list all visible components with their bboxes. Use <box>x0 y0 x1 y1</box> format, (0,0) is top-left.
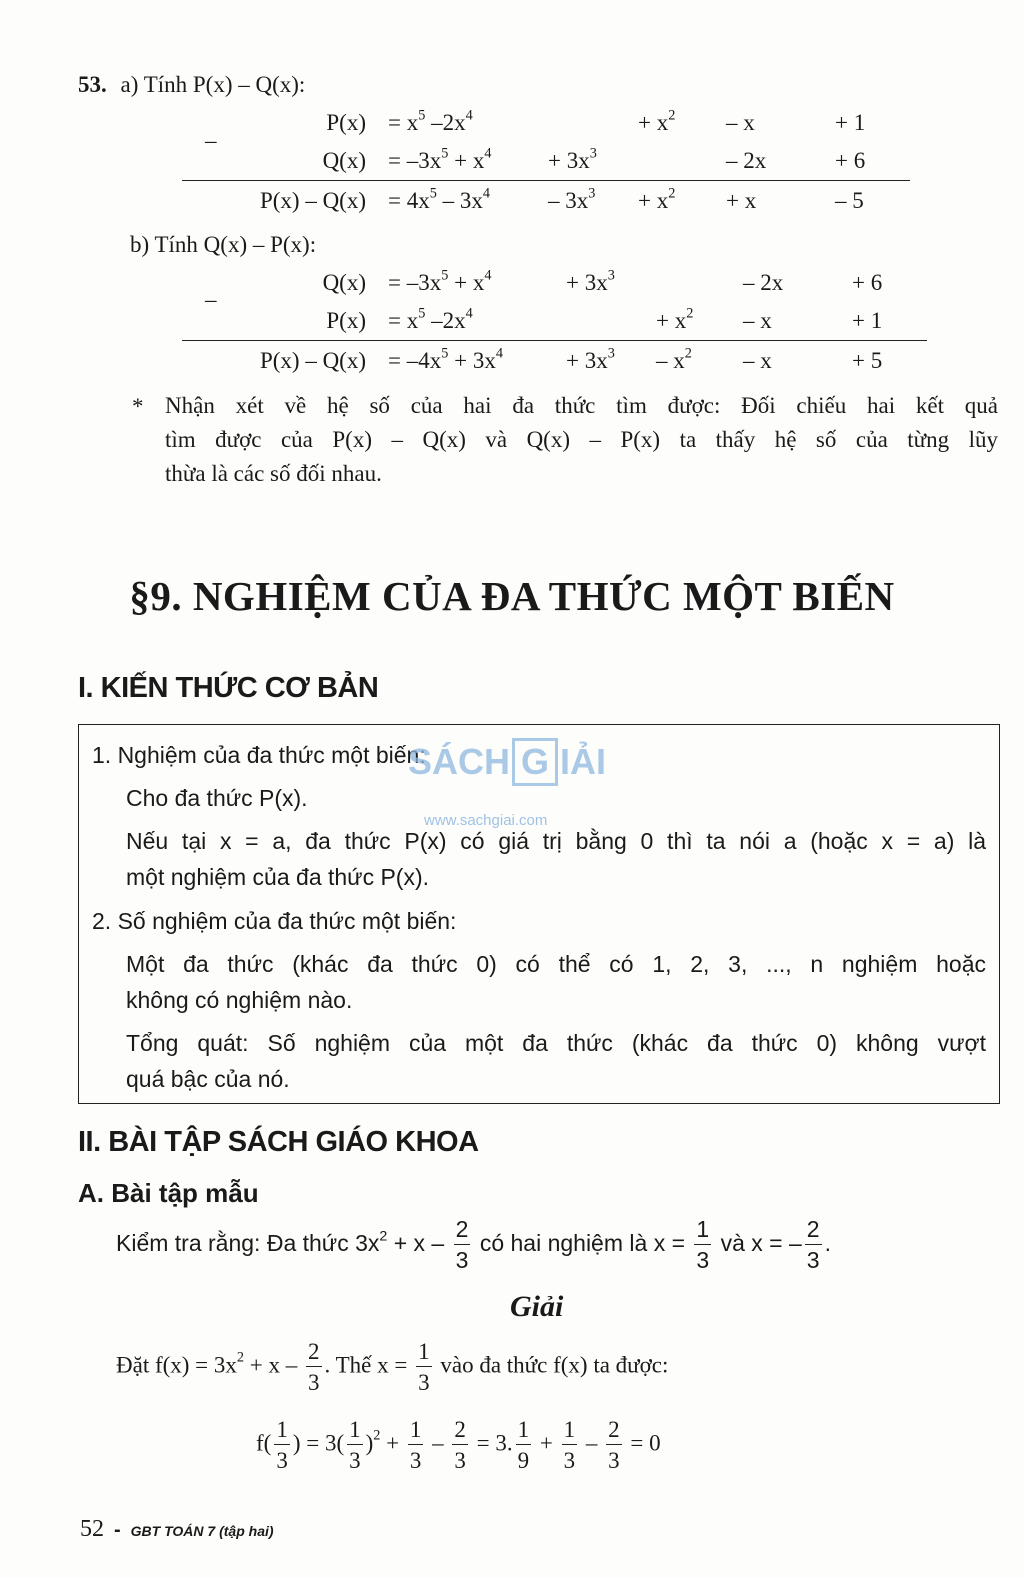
item-2-line-3: Tổng quát: Số nghiệm của một đa thức (khác đa thức 0) không vượt <box>126 1030 986 1056</box>
row-label: P(x) – Q(x) <box>259 348 366 373</box>
term-x5-x4: = $-4x^5 + 3x^4$ <box>388 345 503 373</box>
page-number: 52 <box>80 1516 104 1542</box>
term-x2: + $x^2$ <box>638 107 676 135</box>
section-title: §9. NGHIỆM CỦA ĐA THỨC MỘT BIẾN <box>129 573 895 619</box>
term-x1: – x <box>743 308 772 333</box>
term-x1: – 2x <box>726 148 767 173</box>
minus-sign-b: – <box>205 287 217 312</box>
term-x3: – $3x^3$ <box>548 185 596 213</box>
item-2-line-2: không có nghiệm nào. <box>126 987 353 1013</box>
divider-a <box>182 180 910 181</box>
note-star: * <box>132 394 144 419</box>
footer-dash: - <box>114 1519 121 1541</box>
part-b-label: b) Tính Q(x) – P(x): <box>130 232 317 257</box>
part-2-heading: II. BÀI TẬP SÁCH GIÁO KHOA <box>78 1126 479 1158</box>
fraction: $\frac{1}{3}$ <box>563 1417 576 1473</box>
item-1-title: 1. Nghiệm của đa thức một biến: <box>92 742 426 768</box>
fraction: $\frac{2}{3}$ <box>454 1417 466 1473</box>
term-x1: – x <box>726 110 755 135</box>
fraction: $\frac{1}{3}$ <box>409 1417 422 1473</box>
item-1-line-2: Nếu tại x = a, đa thức P(x) có giá trị bằng 0 thì ta nói a (hoặc x = a) là <box>126 828 986 854</box>
term-x2: + $x^2$ <box>656 305 694 333</box>
term-x5-x4: = $x^5$ $-2x^4$ <box>388 305 473 333</box>
note-line-1: Nhận xét về hệ số của hai đa thức tìm được: Đối chiếu hai kết quả <box>165 393 998 418</box>
divider-b <box>182 340 927 341</box>
fraction: $\frac{1}{9}$ <box>517 1417 530 1473</box>
watermark-logo: SÁCH G IẢI <box>408 738 606 786</box>
term-x2: – $x^2$ <box>656 345 692 373</box>
watermark-url: www.sachgiai.com <box>424 812 548 829</box>
term-x0: + 5 <box>852 348 883 373</box>
solution-text: Đặt $f(x) = 3x^2 + x$ – $\frac{2}{3}$ . Thế x = $\frac{1}{3}$ vào đa thức f(x) ta được: <box>116 1339 669 1395</box>
term-x1: + x <box>726 188 757 213</box>
term-x0: – 5 <box>835 188 864 213</box>
item-2-line-4: quá bậc của nó. <box>126 1066 290 1092</box>
row-label: Q(x) <box>322 270 366 295</box>
part-1-heading: I. KIẾN THỨC CƠ BẢN <box>78 672 379 704</box>
term-x2: + $x^2$ <box>638 185 676 213</box>
fraction: $\frac{1}{3}$ <box>276 1417 288 1473</box>
term-x0: + 1 <box>852 308 883 333</box>
solution-heading: Giải <box>510 1290 564 1323</box>
term-x3: + $3x^3$ <box>548 145 597 173</box>
exercise-53 <box>78 72 305 98</box>
row-label: P(x) <box>326 110 366 135</box>
book-title: GBT TOÁN 7 (tập hai) <box>130 1523 274 1539</box>
item-2-title: 2. Số nghiệm của đa thức một biến: <box>92 908 457 934</box>
term-x1: – 2x <box>743 270 784 295</box>
fraction: $\frac{1}{3}$ <box>418 1339 430 1395</box>
problem-statement: Kiểm tra rằng: Đa thức $3x^2 + x$ – $\frac{2}{3}$ có hai nghiệm là x = $\frac{1}{3}$ và x = – $\frac{2}{3}$ . <box>116 1216 831 1273</box>
row-label: Q(x) <box>322 148 366 173</box>
page-footer <box>80 1516 274 1543</box>
sample-heading: A. Bài tập mẫu <box>78 1178 259 1208</box>
exercise-number: 53. <box>78 72 107 97</box>
equation: f( $\frac{1}{3}$ ) = 3( $\frac{1}{3}$ )$^2$ + $\frac{1}{3}$ – $\frac{2}{3}$ = 3. $\frac{1}{9}$ + $\frac{1}{3}$ – $\frac{2}{3}$ = 0 <box>256 1417 661 1473</box>
fraction: $\frac{2}{3}$ <box>806 1216 820 1273</box>
term-x5-x4: = $-3x^5 + x^4$ <box>388 145 492 173</box>
part-a-label: a) Tính P(x) – Q(x): <box>120 72 306 97</box>
item-1-line-1: Cho đa thức P(x). <box>126 785 308 811</box>
row-label: P(x) – Q(x) <box>259 188 366 213</box>
term-x3: + $3x^3$ <box>566 345 615 373</box>
term-x0: + 1 <box>835 110 866 135</box>
term-x0: + 6 <box>835 148 866 173</box>
fraction: $\frac{2}{3}$ <box>608 1417 620 1473</box>
term-x5-x4: = $4x^5 - 3x^4$ <box>388 185 490 213</box>
note-line-3: thừa là các số đối nhau. <box>165 461 382 486</box>
term-x5-x4: = $x^5$ $-2x^4$ <box>388 107 473 135</box>
fraction: $\frac{2}{3}$ <box>308 1339 320 1395</box>
row-label: P(x) <box>326 308 366 333</box>
fraction: $\frac{1}{3}$ <box>696 1216 710 1273</box>
term-x0: + 6 <box>852 270 883 295</box>
minus-sign-a: – <box>205 128 217 153</box>
term-x1: – x <box>743 348 772 373</box>
watermark-g-block: G <box>512 738 558 786</box>
item-2-line-1: Một đa thức (khác đa thức 0) có thể có 1, 2, 3, ..., n nghiệm hoặc <box>126 951 986 977</box>
term-x5-x4: = $-3x^5 + x^4$ <box>388 267 492 295</box>
term-x3: + $3x^3$ <box>566 267 615 295</box>
fraction: $\frac{2}{3}$ <box>455 1216 469 1273</box>
fraction: $\frac{1}{3}$ <box>349 1417 361 1473</box>
item-1-line-3: một nghiệm của đa thức P(x). <box>126 864 430 890</box>
note-line-2: tìm được của P(x) – Q(x) và Q(x) – P(x) ta thấy hệ số của từng lũy <box>165 427 998 452</box>
